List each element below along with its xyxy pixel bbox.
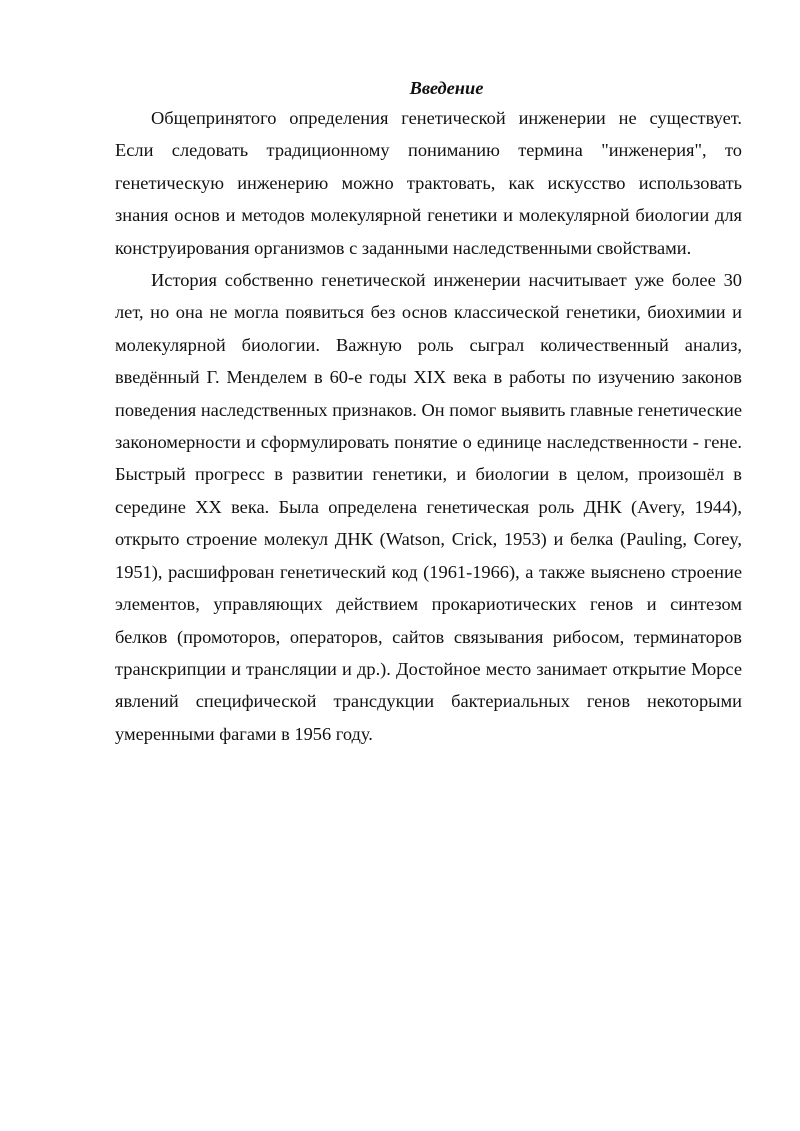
- paragraph-definition: Общепринятого определения генетической инженерии не существует. Если следовать традиционному пониманию термина "инженерия", то генетическую инженерию можно трактовать, как искусство использовать знания основ и методов молекулярной генетики и молекулярной биологии для конструирования организмов с заданными наследственными свойствами.: [115, 108, 742, 258]
- section-title: Введение: [409, 78, 484, 98]
- paragraph-history: История собственно генетической инженерии насчитывает уже более 30 лет, но она не могла появиться без основ классической генетики, биохимии и молекулярной биологии. Важную роль сыграл количественный анализ, введённый Г. Менделем в 60-е годы XIX века в работы по изучению законов поведения наследственных признаков. Он помог выявить главные генетические закономерности и сформулировать понятие о единице наследственности - гене. Быстрый прогресс в развитии генетики, и биологии в целом, произошёл в середине XX века. Была определена генетическая роль ДНК (Avery, 1944), открыто строение молекул ДНК (Watson, Crick, 1953) и белка (Pauling, Corey, 1951), расшифрован генетический код (1961-1966), а также выяснено строение элементов, управляющих действием прокариотических генов и синтезом белков (промоторов, операторов, сайтов связывания рибосом, терминаторов транскрипции и трансляции и др.). Достойное место занимает открытие Морсе явлений специфической трансдукции бактериальных генов некоторыми умеренными фагами в 1956 году.: [115, 270, 742, 744]
- document-body: [115, 74, 742, 750]
